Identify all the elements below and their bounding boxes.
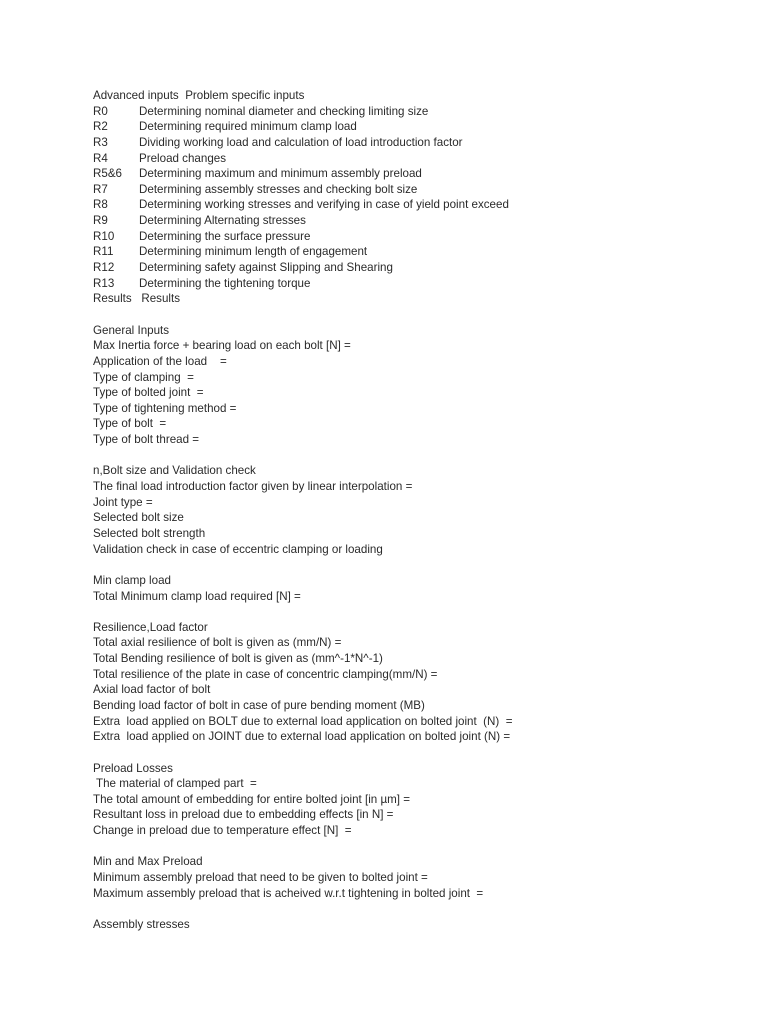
section-code: R8: [93, 198, 108, 212]
field-line: Extra load applied on JOINT due to external load application on bolted joint (N) =: [93, 730, 511, 744]
field-line: Joint type =: [93, 495, 153, 509]
section-label: Determining nominal diameter and checking limiting size: [139, 104, 429, 118]
section-row: [93, 276, 753, 292]
section-row: [93, 151, 753, 167]
section-heading: Resilience,Load factor: [93, 620, 208, 634]
spacer: [93, 745, 753, 761]
section-heading: Min clamp load: [93, 573, 171, 587]
field-line: Type of tightening method =: [93, 401, 237, 415]
section-heading: Preload Losses: [93, 761, 173, 775]
field-line: Axial load factor of bolt: [93, 683, 211, 697]
field-line: Total resilience of the plate in case of concentric clamping(mm/N) =: [93, 667, 438, 681]
field-line: Total Bending resilience of bolt is given as (mm^-1*N^-1): [93, 652, 383, 666]
results-row: [93, 291, 753, 307]
section-label: Determining assembly stresses and checking bolt size: [139, 182, 418, 196]
section-code: R10: [93, 229, 115, 243]
spacer: [93, 307, 753, 323]
field-line: Validation check in case of eccentric clamping or loading: [93, 542, 383, 556]
section-label: Dividing working load and calculation of load introduction factor: [139, 135, 463, 149]
spacer: [93, 448, 753, 464]
section-heading: n,Bolt size and Validation check: [93, 464, 256, 478]
section-label: Determining maximum and minimum assembly preload: [139, 167, 422, 181]
results-label: Results: [93, 292, 132, 306]
field-line: Maximum assembly preload that is acheived w.r.t tightening in bolted joint =: [93, 886, 484, 900]
section-code: R0: [93, 104, 108, 118]
field-line: Resultant loss in preload due to embedding effects [in N] =: [93, 808, 394, 822]
section-heading: General Inputs: [93, 323, 170, 337]
section-label: Determining safety against Slipping and Shearing: [139, 261, 393, 275]
header-advanced-inputs: Advanced inputs: [93, 89, 179, 102]
spacer: [93, 557, 753, 573]
field-line: Bending load factor of bolt in case of pure bending moment (MB): [93, 698, 425, 712]
header-problem-specific-inputs: Problem specific inputs: [185, 89, 305, 102]
section-label: Determining Alternating stresses: [139, 214, 306, 228]
field-line: Type of bolt =: [93, 417, 167, 431]
section-row: [93, 166, 753, 182]
spacer: [93, 901, 753, 917]
section-label: Determining the tightening torque: [139, 276, 311, 290]
field-line: Selected bolt size: [93, 511, 184, 525]
section-label: Determining required minimum clamp load: [139, 120, 357, 134]
section-label: Determining working stresses and verifying in case of yield point exceed: [139, 198, 509, 212]
section-code: R11: [93, 245, 114, 259]
field-line: The total amount of embedding for entire bolted joint [in µm] =: [93, 792, 410, 806]
section-row: [93, 119, 753, 135]
section-row: [93, 244, 753, 260]
section-code: R4: [93, 151, 108, 165]
results-value: Results: [141, 292, 181, 306]
section-code: R9: [93, 214, 108, 228]
field-line: Selected bolt strength: [93, 526, 206, 540]
section-row: [93, 260, 753, 276]
field-line: Change in preload due to temperature effect [N] =: [93, 824, 352, 838]
field-line: Type of bolted joint =: [93, 386, 204, 400]
section-code: R2: [93, 120, 108, 134]
section-row: [93, 213, 753, 229]
field-line: Application of the load =: [93, 354, 227, 368]
field-line: Total Minimum clamp load required [N] =: [93, 589, 301, 603]
section-code: R12: [93, 261, 115, 275]
field-line: The material of clamped part =: [93, 777, 257, 791]
field-line: Type of clamping =: [93, 370, 194, 384]
section-code: R5&6: [93, 167, 123, 181]
header-row: [93, 88, 753, 104]
section-code: R13: [93, 276, 115, 290]
section-heading: Assembly stresses: [93, 917, 190, 931]
field-line: Minimum assembly preload that need to be given to bolted joint =: [93, 871, 428, 885]
field-line: Max Inertia force + bearing load on each bolt [N] =: [93, 339, 351, 353]
document-body: [93, 88, 753, 933]
section-label: Preload changes: [139, 151, 227, 165]
spacer: [93, 604, 753, 620]
section-row: [93, 197, 753, 213]
section-row: [93, 104, 753, 120]
field-line: Total axial resilience of bolt is given as (mm/N) =: [93, 636, 342, 650]
section-label: Determining minimum length of engagement: [139, 245, 368, 259]
section-code: R3: [93, 135, 108, 149]
section-label: Determining the surface pressure: [139, 229, 311, 243]
section-row: [93, 182, 753, 198]
spacer: [93, 839, 753, 855]
field-line: The final load introduction factor given by linear interpolation =: [93, 480, 413, 494]
section-row: [93, 229, 753, 245]
section-code: R7: [93, 182, 108, 196]
section-row: [93, 135, 753, 151]
section-heading: Min and Max Preload: [93, 855, 203, 869]
field-line: Type of bolt thread =: [93, 433, 200, 447]
field-line: Extra load applied on BOLT due to external load application on bolted joint (N) =: [93, 714, 513, 728]
